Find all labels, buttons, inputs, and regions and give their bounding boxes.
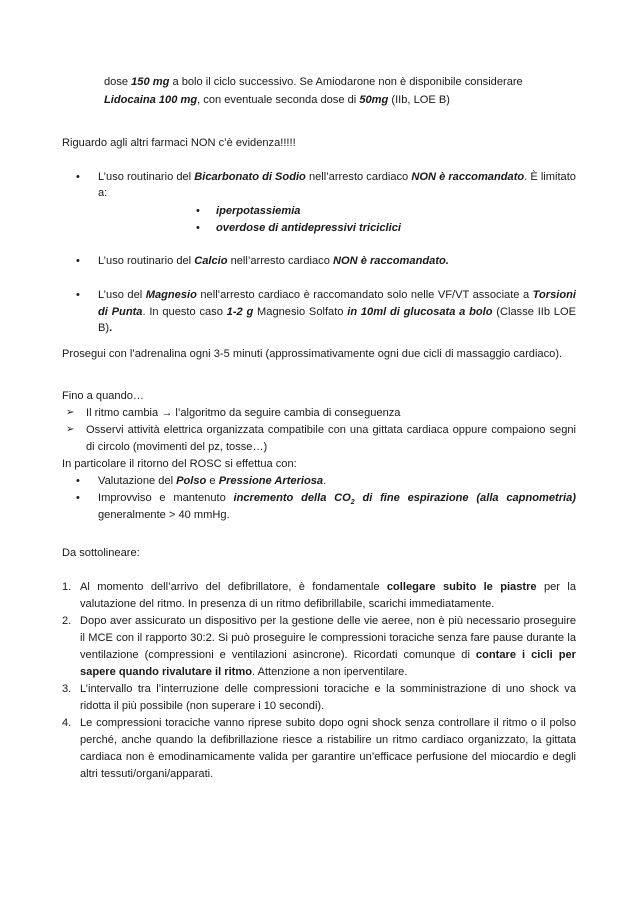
bullet-icon: •	[76, 255, 80, 267]
arrow-bullet-icon: ➢	[66, 407, 75, 418]
numbered-item: 3. L’intervallo tra l’interruzione delle compressioni toraciche e la somministrazione di uno shock va ridotta il più possibile (non superare i 10 secondi).	[62, 683, 576, 712]
rosc-item: • Improvviso e mantenuto incremento della $CO_2$ di fine espirazione (alla capnometria) generalmente > 40 mmHg.	[76, 492, 576, 521]
adrenaline-paragraph: Prosegui con l’adrenalina ogni 3-5 minuti (approssimativamente ogni due cicli di massaggio cardiaco).	[62, 348, 563, 360]
arrow-bullet-icon: ➢	[66, 424, 75, 435]
bicarbonate-item: • L’uso routinario del Bicarbonato di Sodio nell’arresto cardiaco NON è raccomandato. È limitato a:	[76, 171, 576, 199]
numbered-item: 2. Dopo aver assicurato un dispositivo per la gestione delle vie aeree, non è più necessario proseguire il MCE con il rapporto 30:2. Si può proseguire le compressioni toraciche senza fare pause durante la ventilazione (compressioni e ventilazioni asincrone). Ricordati comunque di contare i cicli per sapere quando rivalutare il ritmo. Attenzione a non iperventilare.	[62, 615, 576, 678]
amiodarone-continuation: dose 150 mg a bolo il ciclo successivo. Se Amiodarone non è disponibile considerare Lidocaina 100 mg, con eventuale seconda dose di 50mg (IIb, LOE B)	[104, 76, 523, 106]
emphasis-lead: Da sottolineare:	[62, 547, 140, 559]
bullet-icon: •	[196, 222, 200, 234]
other-drugs-intro: Riguardo agli altri farmaci NON c’è evidenza!!!!!	[62, 137, 296, 149]
numbered-item: 4. Le compressioni toraciche vanno riprese subito dopo ogni shock senza controllare il ritmo o il polso perché, anche quando la defibrillazione riesce a ristabilire un ritmo cardiaco organizzato, la gittata cardiaca non è emodinamicamente valida per garantire un’efficace perfusione del miocardio e degli altri tessuti/organi/apparati.	[62, 717, 576, 780]
bicarb-sub-item: • overdose di antidepressivi triciclici	[196, 222, 401, 234]
until-lead: Fino a quando…	[62, 390, 145, 402]
bullet-icon: •	[76, 171, 80, 183]
rosc-item: • Valutazione del Polso e Pressione Arteriosa.	[76, 475, 327, 487]
calcium-item: • L’uso routinario del Calcio nell’arresto cardiaco NON è raccomandato.	[76, 255, 449, 267]
bullet-icon: •	[196, 205, 200, 217]
numbered-item: 1. Al momento dell’arrivo del defibrillatore, è fondamentale collegare subito le piastre per la valutazione del ritmo. In presenza di un ritmo defibrillabile, scarichi immediatamente.	[62, 581, 576, 610]
rosc-lead: In particolare il ritorno del ROSC si effettua con:	[62, 458, 297, 470]
until-item: ➢ Il ritmo cambia → l’algoritmo da seguire cambia di conseguenza	[66, 407, 401, 419]
until-item: ➢ Osservi attività elettrica organizzata compatibile con una gittata cardiaca oppure compaiono segni di circolo (movimenti del pz, tosse…)	[66, 424, 576, 453]
bicarb-sub-item: • iperpotassiemia	[196, 205, 301, 217]
bullet-icon: •	[76, 492, 80, 504]
bullet-icon: •	[76, 289, 80, 301]
magnesium-item: • L’uso del Magnesio nell’arresto cardiaco è raccomandato solo nelle VF/VT associate a Torsioni di Punta. In questo caso 1-2 g Magnesio Solfato in 10ml di glucosata a bolo (Classe IIb LOE B).	[76, 289, 577, 334]
right-arrow-icon: →	[161, 407, 173, 419]
bullet-icon: •	[76, 475, 80, 487]
